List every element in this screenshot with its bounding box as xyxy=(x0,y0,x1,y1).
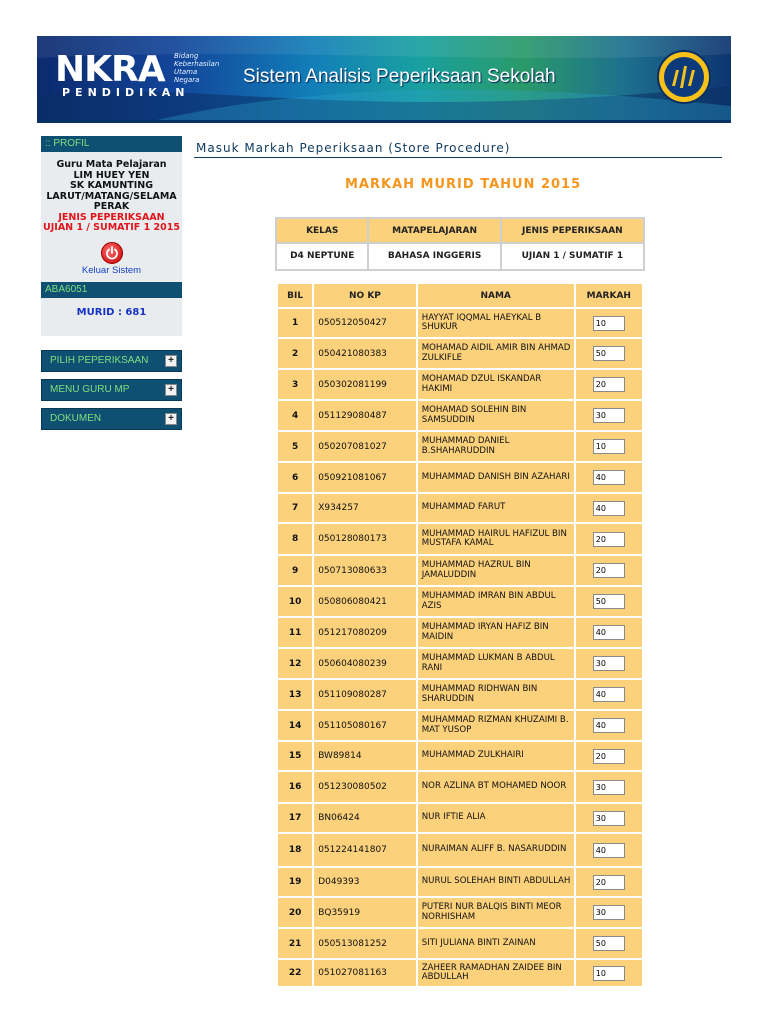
header-banner xyxy=(37,36,731,123)
row-markah-cell xyxy=(576,834,642,866)
menu-guru-mp[interactable] xyxy=(41,379,182,401)
school-name: SK KAMUNTING xyxy=(69,180,154,191)
row-bil: 9 xyxy=(278,556,312,585)
row-no-kp: 050421080383 xyxy=(314,339,416,368)
markah-input[interactable] xyxy=(593,811,625,826)
row-nama: MUHAMMAD IMRAN BIN ABDUL AZIS xyxy=(418,587,574,616)
table-row xyxy=(278,834,642,866)
row-nama: MUHAMMAD ZULKHAIRI xyxy=(418,742,574,770)
row-nama: MUHAMMAD RIZMAN KHUZAIMI B. MAT YUSOP xyxy=(418,711,574,740)
table-row xyxy=(278,370,642,399)
markah-input[interactable] xyxy=(593,687,625,702)
row-nama: NUR IFTIE ALIA xyxy=(418,804,574,832)
expand-plus-icon[interactable]: + xyxy=(165,355,177,367)
table-row xyxy=(278,339,642,368)
profile-panel xyxy=(41,152,182,282)
row-bil: 5 xyxy=(278,432,312,461)
table-row xyxy=(278,432,642,461)
info-header-jenis: JENIS PEPERIKSAAN xyxy=(502,219,643,242)
markah-input[interactable] xyxy=(593,532,625,547)
row-bil: 13 xyxy=(278,680,312,709)
district-name: LARUT/MATANG/SELAMA xyxy=(46,190,177,202)
expand-plus-icon[interactable]: + xyxy=(165,384,177,396)
table-row xyxy=(278,680,642,709)
row-nama: MUHAMMAD DANIEL B.SHAHARUDDIN xyxy=(418,432,574,461)
logo-pendidikan: PENDIDIKAN xyxy=(62,86,190,99)
row-no-kp: X934257 xyxy=(314,494,416,522)
logo-tagline-line: Keberhasilan xyxy=(174,60,220,68)
menu-pilih-peperiksaan[interactable] xyxy=(41,350,182,372)
row-markah-cell xyxy=(576,898,642,927)
markah-input[interactable] xyxy=(593,936,625,951)
markah-input[interactable] xyxy=(593,439,625,454)
expand-plus-icon[interactable]: + xyxy=(165,413,177,425)
row-nama: MUHAMMAD DANISH BIN AZAHARI xyxy=(418,463,574,492)
user-role: Guru Mata Pelajaran xyxy=(56,159,167,170)
row-no-kp: 050207081027 xyxy=(314,432,416,461)
col-nama: NAMA xyxy=(418,284,574,307)
row-nama: NURAIMAN ALIFF B. NASARUDDIN xyxy=(418,834,574,866)
markah-input[interactable] xyxy=(593,377,625,392)
profile-header: :: PROFIL xyxy=(41,136,182,152)
table-row xyxy=(278,401,642,430)
menu-label: DOKUMEN xyxy=(50,413,102,424)
row-bil: 21 xyxy=(278,929,312,958)
row-bil: 10 xyxy=(278,587,312,616)
row-no-kp: BQ35919 xyxy=(314,898,416,927)
row-no-kp: 051230080502 xyxy=(314,772,416,802)
row-markah-cell xyxy=(576,618,642,647)
markah-input[interactable] xyxy=(593,656,625,671)
row-no-kp: 051224141807 xyxy=(314,834,416,866)
table-row xyxy=(278,618,642,647)
markah-input[interactable] xyxy=(593,563,625,578)
sidebar xyxy=(41,136,182,437)
row-no-kp: BN06424 xyxy=(314,804,416,832)
school-code-header: ABA6051 xyxy=(41,282,182,298)
row-nama: ZAHEER RAMADHAN ZAIDEE BIN ABDULLAH xyxy=(418,960,574,986)
row-bil: 1 xyxy=(278,309,312,337)
table-row xyxy=(278,309,642,337)
row-bil: 11 xyxy=(278,618,312,647)
row-markah-cell xyxy=(576,742,642,770)
markah-input[interactable] xyxy=(593,780,625,795)
table-row xyxy=(278,929,642,958)
row-markah-cell xyxy=(576,463,642,492)
nkra-logo: NKRA xyxy=(55,49,165,90)
info-header-matapelajaran: MATAPELAJARAN xyxy=(369,219,499,242)
row-no-kp: BW89814 xyxy=(314,742,416,770)
markah-input[interactable] xyxy=(593,905,625,920)
logo-tagline-line: Utama xyxy=(174,68,198,76)
nkra-logo-tagline xyxy=(174,52,219,84)
markah-input[interactable] xyxy=(593,408,625,423)
exam-type-label: JENIS PEPERIKSAAN xyxy=(58,211,165,223)
table-row xyxy=(278,494,642,522)
logo-tagline-line: Bidang xyxy=(174,52,199,60)
row-markah-cell xyxy=(576,556,642,585)
row-nama: MUHAMMAD HAIRUL HAFIZUL BIN MUSTAFA KAMAL xyxy=(418,524,574,554)
row-bil: 8 xyxy=(278,524,312,554)
row-bil: 16 xyxy=(278,772,312,802)
row-markah-cell xyxy=(576,524,642,554)
markah-input[interactable] xyxy=(593,749,625,764)
row-no-kp: 051027081163 xyxy=(314,960,416,986)
table-row xyxy=(278,649,642,678)
row-no-kp: 050921081067 xyxy=(314,463,416,492)
title-divider xyxy=(194,157,722,158)
markah-input[interactable] xyxy=(593,718,625,733)
col-no-kp: NO KP xyxy=(314,284,416,307)
table-row xyxy=(278,868,642,896)
row-nama: HAYYAT IQQMAL HAEYKAL B SHUKUR xyxy=(418,309,574,337)
user-name: LIM HUEY YEN xyxy=(73,169,150,181)
menu-label: MENU GURU MP xyxy=(50,384,130,395)
row-markah-cell xyxy=(576,432,642,461)
row-markah-cell xyxy=(576,804,642,832)
table-row xyxy=(278,898,642,927)
info-header-kelas: KELAS xyxy=(277,219,367,242)
markah-input[interactable] xyxy=(593,470,625,485)
row-nama: MOHAMAD DZUL ISKANDAR HAKIMI xyxy=(418,370,574,399)
logout-link[interactable]: Keluar Sistem xyxy=(81,264,142,276)
row-nama: MUHAMMAD HAZRUL BIN JAMALUDDIN xyxy=(418,556,574,585)
row-no-kp: 050513081252 xyxy=(314,929,416,958)
row-markah-cell xyxy=(576,370,642,399)
table-row xyxy=(278,463,642,492)
row-nama: MUHAMMAD IRYAN HAFIZ BIN MAIDIN xyxy=(418,618,574,647)
info-matapelajaran: BAHASA INGGERIS xyxy=(369,244,499,269)
row-bil: 3 xyxy=(278,370,312,399)
row-bil: 15 xyxy=(278,742,312,770)
row-nama: SITI JULIANA BINTI ZAINAN xyxy=(418,929,574,958)
markah-input[interactable] xyxy=(593,843,625,858)
row-bil: 17 xyxy=(278,804,312,832)
info-value-row xyxy=(277,244,643,269)
info-jenis: UJIAN 1 / SUMATIF 1 xyxy=(502,244,643,269)
row-bil: 20 xyxy=(278,898,312,927)
exam-type-value: UJIAN 1 / SUMATIF 1 2015 xyxy=(43,222,180,233)
row-markah-cell xyxy=(576,929,642,958)
row-no-kp: 051217080209 xyxy=(314,618,416,647)
row-markah-cell xyxy=(576,494,642,522)
table-row xyxy=(278,556,642,585)
markah-input[interactable] xyxy=(593,316,625,331)
table-row xyxy=(278,772,642,802)
row-no-kp: D049393 xyxy=(314,868,416,896)
row-markah-cell xyxy=(576,960,642,986)
row-no-kp: 051105080167 xyxy=(314,711,416,740)
row-markah-cell xyxy=(576,649,642,678)
student-count: MURID : 681 xyxy=(41,298,182,336)
logo-tagline-line: Negara xyxy=(174,76,200,84)
app-title: Sistem Analisis Peperiksaan Sekolah xyxy=(243,66,556,87)
row-nama: MUHAMMAD RIDHWAN BIN SHARUDDIN xyxy=(418,680,574,709)
table-row xyxy=(278,742,642,770)
row-bil: 6 xyxy=(278,463,312,492)
col-markah: MARKAH xyxy=(576,284,642,307)
table-row xyxy=(278,804,642,832)
row-bil: 4 xyxy=(278,401,312,430)
row-markah-cell xyxy=(576,309,642,337)
info-header-row xyxy=(277,219,643,242)
row-no-kp: 050604080239 xyxy=(314,649,416,678)
row-bil: 19 xyxy=(278,868,312,896)
row-bil: 14 xyxy=(278,711,312,740)
row-nama: PUTERI NUR BALQIS BINTI MEOR NORHISHAM xyxy=(418,898,574,927)
row-markah-cell xyxy=(576,680,642,709)
row-no-kp: 050128080173 xyxy=(314,524,416,554)
info-kelas: D4 NEPTUNE xyxy=(277,244,367,269)
row-bil: 2 xyxy=(278,339,312,368)
row-nama: MOHAMAD SOLEHIN BIN SAMSUDDIN xyxy=(418,401,574,430)
row-nama: MUHAMMAD FARUT xyxy=(418,494,574,522)
page-title: Masuk Markah Peperiksaan (Store Procedure) xyxy=(196,141,511,155)
row-no-kp: 050806080421 xyxy=(314,587,416,616)
menu-label: PILIH PEPERIKSAAN xyxy=(50,355,149,366)
power-icon xyxy=(105,246,119,260)
row-no-kp: 051129080487 xyxy=(314,401,416,430)
row-markah-cell xyxy=(576,339,642,368)
table-row xyxy=(278,524,642,554)
ministry-emblem-icon xyxy=(657,50,711,104)
row-markah-cell xyxy=(576,587,642,616)
row-bil: 7 xyxy=(278,494,312,522)
col-bil: BIL xyxy=(278,284,312,307)
menu-dokumen[interactable] xyxy=(41,408,182,430)
row-no-kp: 050302081199 xyxy=(314,370,416,399)
markah-input[interactable] xyxy=(593,594,625,609)
row-markah-cell xyxy=(576,711,642,740)
markah-input[interactable] xyxy=(593,625,625,640)
table-row xyxy=(278,711,642,740)
row-bil: 18 xyxy=(278,834,312,866)
row-markah-cell xyxy=(576,772,642,802)
state-name: PERAK xyxy=(93,201,130,212)
row-nama: NURUL SOLEHAH BINTI ABDULLAH xyxy=(418,868,574,896)
markah-input[interactable] xyxy=(593,501,625,516)
markah-input[interactable] xyxy=(593,875,625,890)
markah-input[interactable] xyxy=(593,966,625,981)
markah-input[interactable] xyxy=(593,346,625,361)
row-no-kp: 050512050427 xyxy=(314,309,416,337)
marks-header-row xyxy=(278,284,642,307)
row-markah-cell xyxy=(576,401,642,430)
section-heading: MARKAH MURID TAHUN 2015 xyxy=(345,177,582,192)
row-nama: MOHAMAD AIDIL AMIR BIN AHMAD ZULKIFLE xyxy=(418,339,574,368)
row-no-kp: 051109080287 xyxy=(314,680,416,709)
row-bil: 22 xyxy=(278,960,312,986)
table-row xyxy=(278,587,642,616)
marks-table xyxy=(276,282,644,988)
exam-info-table xyxy=(275,217,645,271)
row-nama: MUHAMMAD LUKMAN B ABDUL RANI xyxy=(418,649,574,678)
table-row xyxy=(278,960,642,986)
marks-table-body xyxy=(278,309,642,986)
row-markah-cell xyxy=(576,868,642,896)
logout-power-icon[interactable] xyxy=(101,242,123,264)
row-bil: 12 xyxy=(278,649,312,678)
row-no-kp: 050713080633 xyxy=(314,556,416,585)
row-nama: NOR AZLINA BT MOHAMED NOOR xyxy=(418,772,574,802)
